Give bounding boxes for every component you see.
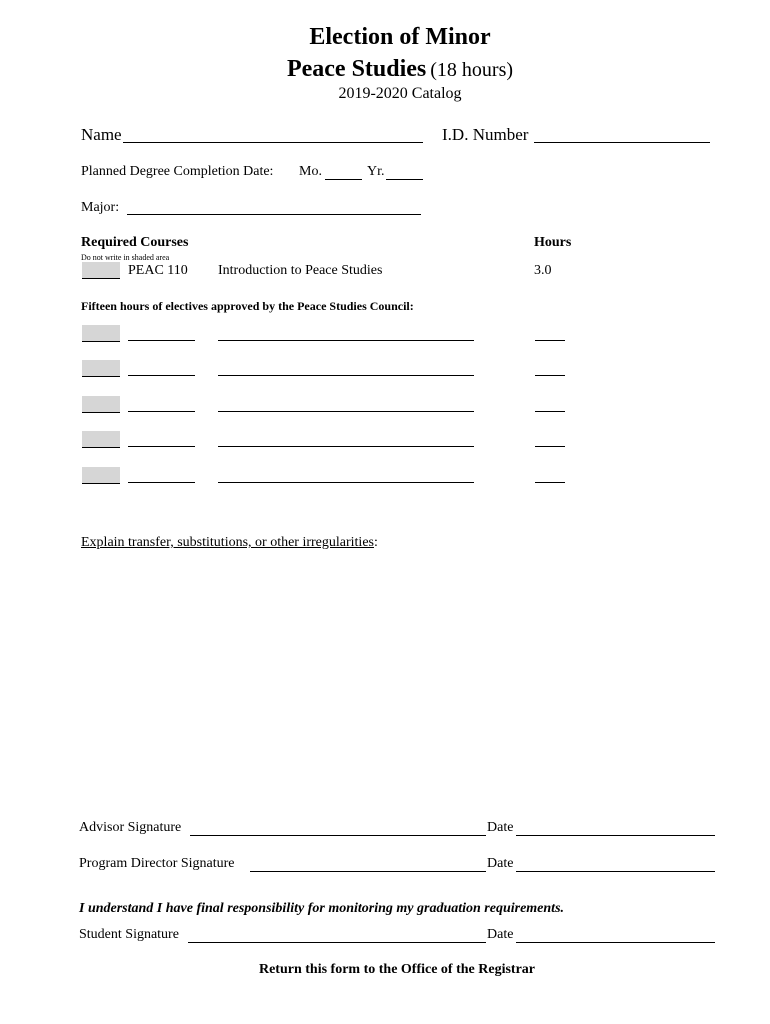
elective-course-title-field[interactable]	[218, 340, 474, 341]
explain-irregularities-label	[81, 535, 378, 551]
elective-hours-field[interactable]	[535, 340, 565, 341]
student-date-field[interactable]	[516, 942, 715, 943]
advisor-date-field[interactable]	[516, 835, 715, 836]
elective-course-code-field[interactable]	[128, 340, 195, 341]
elective-course-title-field[interactable]	[218, 411, 474, 412]
year-field[interactable]	[386, 179, 423, 180]
minor-hours: (18 hours)	[430, 59, 514, 81]
student-signature-label: Student Signature	[79, 927, 179, 942]
required-course-hours: 3.0	[534, 263, 552, 278]
required-courses-heading: Required Courses	[81, 235, 189, 250]
student-date-label: Date	[487, 927, 514, 942]
explain-label-colon: :	[373, 535, 378, 550]
responsibility-statement: I understand I have final responsibility for monitoring my graduation requirements.	[79, 901, 565, 916]
month-label: Mo.	[299, 164, 322, 179]
form-subtitle	[0, 56, 770, 83]
name-label: Name	[81, 125, 122, 144]
program-director-date-label: Date	[487, 856, 514, 871]
id-number-field[interactable]	[534, 142, 710, 143]
return-instructions: Return this form to the Office of the Registrar	[258, 962, 536, 977]
shaded-office-box	[82, 467, 120, 484]
student-signature-field[interactable]	[188, 942, 486, 943]
advisor-signature-field[interactable]	[190, 835, 486, 836]
program-director-date-field[interactable]	[516, 871, 715, 872]
program-director-signature-label: Program Director Signature	[79, 856, 235, 871]
form-title: Election of Minor	[309, 24, 491, 50]
elective-course-code-field[interactable]	[128, 482, 195, 483]
shaded-office-box	[82, 325, 120, 342]
shaded-office-box	[82, 396, 120, 413]
year-label: Yr.	[367, 164, 385, 179]
explain-irregularities-area[interactable]	[81, 555, 715, 805]
catalog-year: 2019-2020 Catalog	[338, 85, 462, 102]
id-number-label: I.D. Number	[442, 125, 529, 144]
major-label: Major:	[81, 200, 120, 215]
required-course-code: PEAC 110	[128, 263, 188, 278]
advisor-date-label: Date	[487, 820, 514, 835]
required-course-title: Introduction to Peace Studies	[218, 263, 383, 278]
elective-course-title-field[interactable]	[218, 446, 474, 447]
hours-heading: Hours	[534, 235, 572, 250]
elective-course-title-field[interactable]	[218, 375, 474, 376]
shaded-area-note: Do not write in shaded area	[81, 253, 170, 262]
elective-hours-field[interactable]	[535, 482, 565, 483]
program-director-signature-field[interactable]	[250, 871, 486, 872]
elective-hours-field[interactable]	[535, 446, 565, 447]
advisor-signature-label: Advisor Signature	[79, 820, 182, 835]
elective-hours-field[interactable]	[535, 411, 565, 412]
shaded-office-box	[82, 431, 120, 448]
elective-course-code-field[interactable]	[128, 411, 195, 412]
elective-course-title-field[interactable]	[218, 482, 474, 483]
shaded-office-box	[82, 360, 120, 377]
electives-heading: Fifteen hours of electives approved by the Peace Studies Council:	[81, 299, 414, 313]
completion-date-label: Planned Degree Completion Date:	[81, 164, 274, 179]
name-field[interactable]	[123, 142, 423, 143]
minor-name: Peace Studies	[286, 56, 427, 82]
explain-label-text: Explain transfer, substitutions, or other irregularities	[81, 535, 374, 550]
elective-course-code-field[interactable]	[128, 375, 195, 376]
month-field[interactable]	[325, 179, 362, 180]
major-field[interactable]	[127, 214, 421, 215]
elective-course-code-field[interactable]	[128, 446, 195, 447]
shaded-office-box	[82, 262, 120, 279]
elective-hours-field[interactable]	[535, 375, 565, 376]
